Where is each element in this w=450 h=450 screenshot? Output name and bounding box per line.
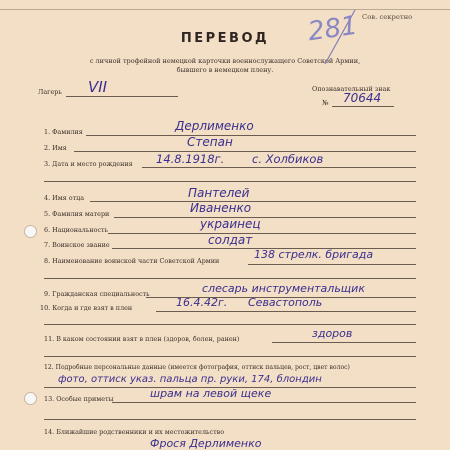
field-capture-date-value: 16.4.42г. — [176, 296, 228, 309]
camp-label: Лагерь — [38, 88, 62, 96]
id-tag-underline — [332, 106, 394, 107]
field-mother-value: Иваненко — [190, 201, 252, 215]
field-rank-label: 7. Воинское звание — [44, 241, 110, 249]
field-condition-label: 11. В каком состоянии взят в плен (здоров, болен, ранен) — [44, 335, 240, 343]
field-marks-label: 13. Особые приметы — [44, 395, 114, 403]
field-nationality-value: украинец — [200, 217, 261, 231]
field-name-value: Степан — [187, 135, 233, 149]
id-tag-label: Опознавательный знак — [312, 85, 391, 93]
field-marks-underline — [112, 402, 416, 403]
field-capture-underline — [156, 311, 416, 312]
field-relatives-label: 14. Ближайшие родственники и их местожительство — [44, 428, 225, 436]
field-profession-value: слесарь инструментальщик — [202, 282, 365, 295]
field-surname-label: 1. Фамилия — [44, 128, 83, 136]
field-name-underline — [74, 151, 416, 152]
field-unit-label: 8. Наименование воинской части Советской Армии — [44, 257, 220, 265]
punch-hole-top — [24, 225, 37, 238]
secret-mark: Сов. секретно — [362, 13, 413, 21]
field-capture-label: 10. Когда и где взят в плен — [40, 304, 133, 312]
id-tag-value: 70644 — [343, 91, 382, 105]
subtitle-line-2: бывшего в немецком плену. — [176, 66, 274, 74]
field-nationality-label: 6. Национальность — [44, 226, 109, 234]
field-mother-label: 5. Фамилия матери — [44, 210, 110, 218]
camp-underline — [66, 96, 178, 97]
blank-line-2 — [44, 278, 416, 279]
blank-line-5 — [44, 419, 416, 420]
page-title: ПЕРЕВОД — [180, 31, 270, 46]
field-father-label: 4. Имя отца — [44, 194, 85, 202]
field-condition-underline — [272, 342, 416, 343]
field-birth-underline — [142, 167, 416, 168]
field-father-value: Пантелей — [188, 186, 250, 200]
field-unit-value: 138 стрелк. бригада — [254, 248, 374, 261]
field-relatives-value: Фрося Дерлименко — [150, 437, 262, 450]
camp-value: VII — [88, 78, 108, 96]
field-marks-value: шрам на левой щеке — [150, 387, 272, 400]
field-mother-underline — [114, 217, 416, 218]
field-name-label: 2. Имя — [44, 144, 67, 152]
field-rank-value: солдат — [208, 233, 253, 247]
field-profession-label: 9. Гражданская специальность — [44, 290, 150, 298]
field-birth-date-value: 14.8.1918г. — [156, 152, 225, 166]
top-rule — [0, 9, 450, 10]
field-capture-place-value: Севастополь — [248, 296, 323, 309]
field-nationality-underline — [108, 233, 416, 234]
field-surname-value: Дерлименко — [175, 119, 254, 133]
blank-line-4 — [44, 356, 416, 357]
blank-line-3 — [44, 324, 416, 325]
field-personal-data-value: фото, оттиск указ. пальца пр. руки, 174, блондин — [58, 374, 322, 385]
field-personal-data-label: 12. Подробные персональные данные (имеется фотография, оттиск пальцев, рост, цвет волос) — [44, 364, 350, 371]
field-father-underline — [90, 201, 416, 202]
archive-number: 281 — [306, 10, 360, 48]
field-unit-underline — [248, 264, 416, 265]
field-surname-underline — [86, 135, 416, 136]
field-birth-label: 3. Дата и место рождения — [44, 160, 133, 168]
field-condition-value: здоров — [312, 327, 353, 340]
id-tag-prefix: № — [322, 99, 329, 107]
subtitle-line-1: с личной трофейной немецкой карточки военнослужащего Советской Армии, — [89, 57, 361, 65]
punch-hole-bottom — [24, 392, 37, 405]
field-birth-place-value: с. Холбиков — [252, 152, 324, 166]
blank-line-1 — [44, 181, 416, 182]
